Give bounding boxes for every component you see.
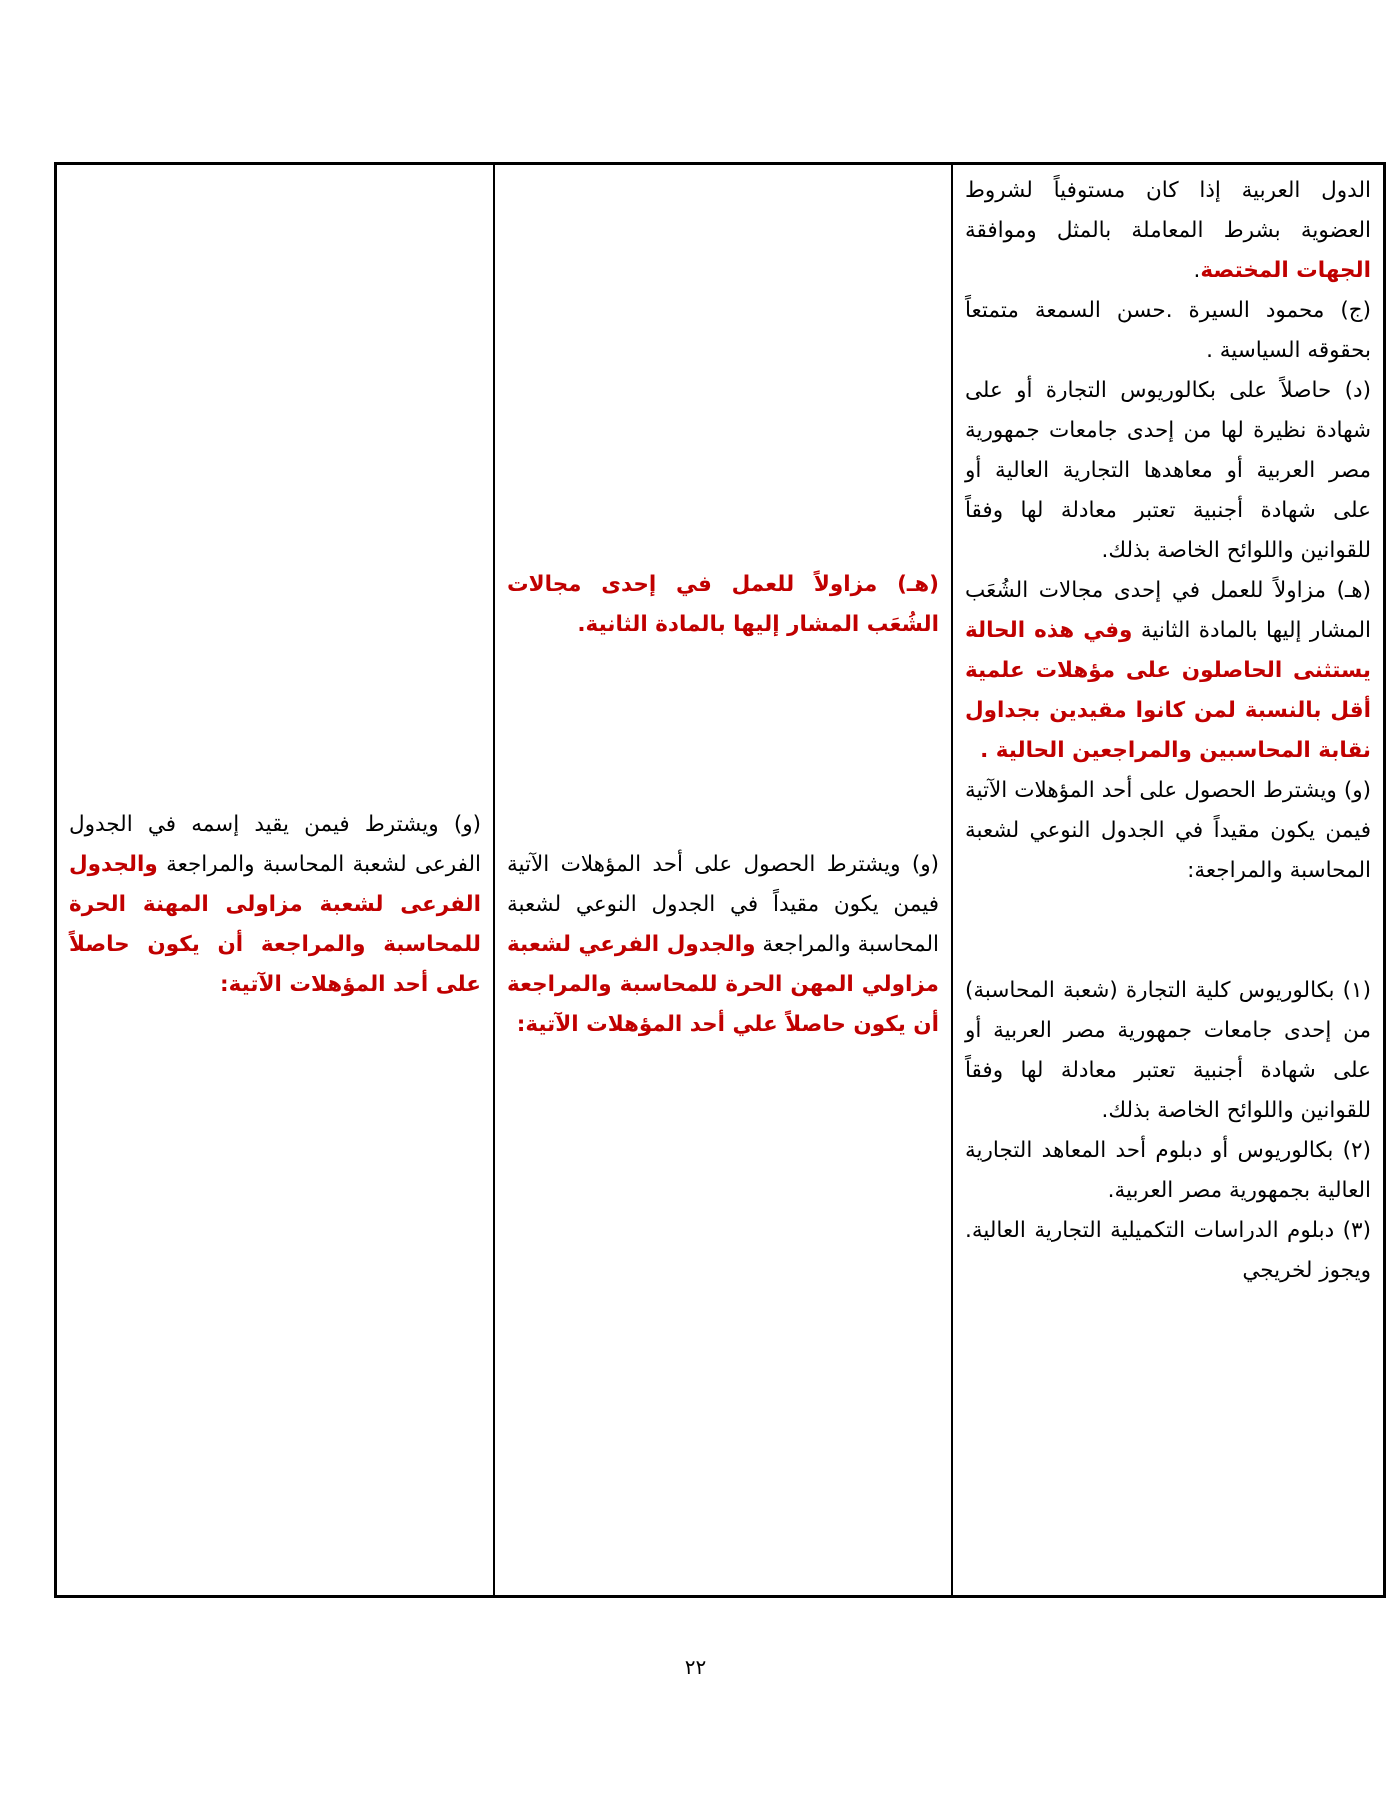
text-segment: (٣) دبلوم الدراسات التكميلية التجارية العالية. ويجوز لخريجي (965, 1218, 1371, 1283)
text-segment: . (1193, 258, 1201, 283)
amended-text-segment: وفي هذه الحالة يستثنى الحاصلون على مؤهلات علمية أقل بالنسبة لمن كانوا مقيدين بجداول نقابة المحاسبين والمراجعين الحالية . (965, 618, 1371, 763)
spacer (507, 645, 939, 845)
amended-text-segment: والجدول الفرعى لشعبة مزاولى المهنة الحرة للمحاسبة والمراجعة أن يكون حاصلاً على أحد المؤهلات الآتية: (69, 852, 481, 997)
original-text-cell (952, 164, 1385, 1597)
table-row (56, 164, 1385, 1597)
text-segment: (٢) بكالوريوس أو دبلوم أحد المعاهد التجارية العالية بجمهورية مصر العربية. (965, 1138, 1371, 1203)
text-segment: (د) حاصلاً على بكالوريوس التجارة أو على شهادة نظيرة لها من إحدى جامعات جمهورية مصر العربية أو معاهدها التجارية العالية أو على شهادة أجنبية تعتبر معادلة لها وفقاً للقوانين واللوائح الخاصة بذلك. (965, 378, 1371, 563)
text-segment: (هـ) مزاولاً للعمل في إحدى مجالات الشُعَب المشار إليها بالمادة الثانية (965, 578, 1371, 643)
paragraph-item-3 (965, 1211, 1371, 1291)
amended-text-segment: الجهات المختصة (1200, 258, 1371, 283)
paragraph-ha (965, 571, 1371, 771)
paragraph-waw (965, 771, 1371, 891)
text-segment: الدول العربية إذا كان مستوفياً لشروط العضوية بشرط المعاملة بالمثل وموافقة (965, 178, 1371, 243)
text-segment: (١) بكالوريوس كلية التجارة (شعبة المحاسبة) من إحدى جامعات جمهورية مصر العربية أو على شهادة أجنبية تعتبر معادلة لها وفقاً للقوانين واللوائح الخاصة بذلك. (965, 978, 1371, 1123)
final-text-cell (56, 164, 495, 1597)
spacer (507, 171, 939, 565)
spacer (965, 891, 1371, 971)
page-number: ٢٢ (684, 1655, 707, 1679)
paragraph-item-1 (965, 971, 1371, 1131)
spacer (69, 171, 481, 805)
paragraph-item-2 (965, 1131, 1371, 1211)
proposed-text-cell (494, 164, 952, 1597)
paragraph-waw-final (69, 805, 481, 1005)
text-segment: (ج) محمود السيرة .حسن السمعة متمتعاً بحقوقه السياسية . (965, 298, 1371, 363)
amended-text-segment: والجدول الفرعي لشعبة مزاولي المهن الحرة للمحاسبة والمراجعة أن يكون حاصلاً علي أحد المؤهلات الآتية: (507, 932, 939, 1037)
comparison-table (54, 162, 1386, 1598)
paragraph-waw-proposed (507, 845, 939, 1045)
amended-text-segment: (هـ) مزاولاً للعمل في إحدى مجالات الشُعَب المشار إليها بالمادة الثانية. (507, 572, 939, 637)
text-segment: (و) ويشترط الحصول على أحد المؤهلات الآتية فيمن يكون مقيداً في الجدول النوعي لشعبة المحاسبة والمراجعة: (965, 778, 1371, 883)
paragraph-ha-proposed (507, 565, 939, 645)
text-segment: (و) ويشترط الحصول على أحد المؤهلات الآتية فيمن يكون مقيداً في الجدول النوعي لشعبة المحاسبة والمراجعة (507, 852, 939, 957)
text-segment: (و) ويشترط فيمن يقيد إسمه في الجدول الفرعى لشعبة المحاسبة والمراجعة (69, 812, 481, 877)
paragraph-jeem (965, 291, 1371, 371)
paragraph-membership-conditions (965, 171, 1371, 291)
paragraph-dal (965, 371, 1371, 571)
